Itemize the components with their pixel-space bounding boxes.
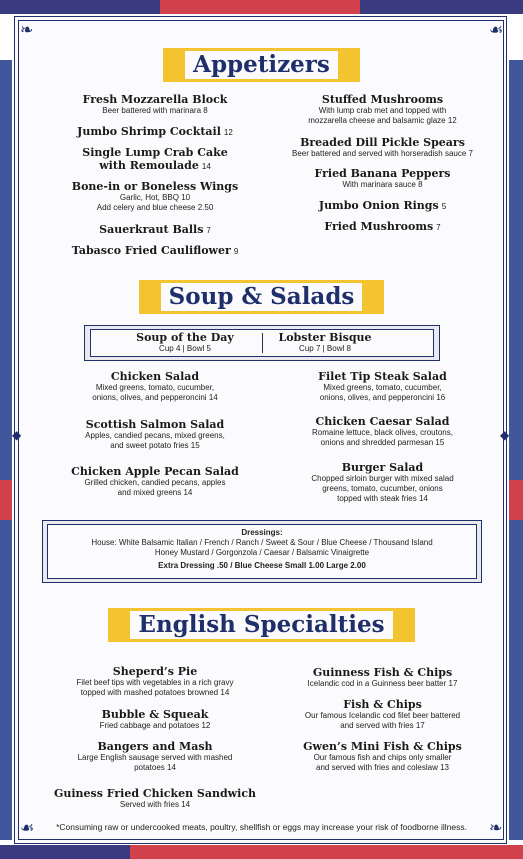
section-heading: Appetizers [185,51,338,79]
ornament-icon: ❧ [20,20,34,39]
menu-item: Jumbo Onion Rings 5 [318,199,447,212]
menu-item: Filet Tip Steak Salad Mixed greens, tomato, cucumber, onions, olives, and pepperoncini 16 [318,370,447,402]
menu-item: Guinness Fish & Chips Icelandic cod in a Guinness beer batter 17 [307,666,458,688]
ornament-icon: ☙ [489,20,504,39]
section-heading: English Specialties [130,611,392,639]
menu-item: Burger Salad Chopped sirloin burger with mixed salad greens, tomato, cucumber, onions topped with steak fries 14 [311,461,454,503]
ornament-icon: ☙ [20,818,35,837]
english-banner [0,608,523,642]
menu-item: Fried Banana Peppers With marinara sauce 8 [314,167,451,189]
menu-item: Tabasco Fried Cauliflower 9 [71,244,239,257]
menu-item: Bubble & Squeak Fried cabbage and potatoes 12 [99,708,211,730]
menu-item: Guiness Fried Chicken Sandwich Served with fries 14 [53,787,257,809]
menu-item: Single Lump Crab Cake with Remoulade 14 [82,146,228,172]
menu-item: Scottish Salmon Salad Apples, candied pecans, mixed greens, and sweet potato fries 15 [85,418,225,450]
diamond-icon: ◆ [12,428,22,442]
menu-item: Sheperd’s Pie Filet beef tips with vegetables in a rich gravy topped with mashed potatoes browned 14 [76,665,234,697]
menu-item: Gwen’s Mini Fish & Chips Our famous fish and chips only smaller and served with fries and coleslaw 13 [303,740,462,772]
menu-item: Chicken Salad Mixed greens, tomato, cucumber, onions, olives, and pepperoncini 14 [92,370,218,402]
divider [262,333,263,353]
section-heading: Soup & Salads [161,283,363,311]
menu-item: Fried Mushrooms 7 [324,220,441,233]
appetizers-banner [0,48,523,82]
menu-item: Bangers and Mash Large English sausage served with mashed potatoes 14 [77,740,233,772]
menu-item: Fish & Chips Our famous Icelandic cod filet beer battered and served with fries 17 [304,698,461,730]
dressings: Dressings: House: White Balsamic Italian / French / Ranch / Sweet & Sour / Blue Cheese / Thousand Island Honey Mustard / Gorgonzola / Caesar / Balsamic Vinaigrette Extra Dressing .50 / Blue Cheese Small 1.00 Large 2.00 [91,528,433,570]
menu-item: Jumbo Shrimp Cocktail 12 [77,125,233,138]
menu-item: Breaded Dill Pickle Spears Beer battered and served with horseradish sauce 7 [291,136,473,158]
menu-item: Chicken Apple Pecan Salad Grilled chicken, candied pecans, apples and mixed greens 14 [71,465,239,497]
ornament-icon: ❧ [489,818,503,837]
soup-of-the-day: Soup of the Day Cup 4 | Bowl 5 [136,331,234,353]
menu-item: Chicken Caesar Salad Romaine lettuce, black olives, croutons, onions and shredded parmesan 15 [312,415,453,447]
menu-item: Bone-in or Boneless Wings Garlic, Hot, BBQ 10 Add celery and blue cheese 2.50 [71,180,239,212]
diamond-icon: ◆ [500,428,510,442]
soups-banner [0,280,523,314]
menu-item: Sauerkraut Balls 7 [99,223,211,236]
menu-item: Stuffed Mushrooms With lump crab met and topped with mozzarella cheese and balsamic glaze 12 [308,93,457,125]
footer-disclaimer: *Consuming raw or undercooked meats, poultry, shellfish or eggs may increase your risk of foodborne illness. [56,822,467,832]
menu-item: Fresh Mozzarella Block Beer battered with marinara 8 [82,93,228,115]
lobster-bisque: Lobster Bisque Cup 7 | Bowl 8 [278,331,372,353]
